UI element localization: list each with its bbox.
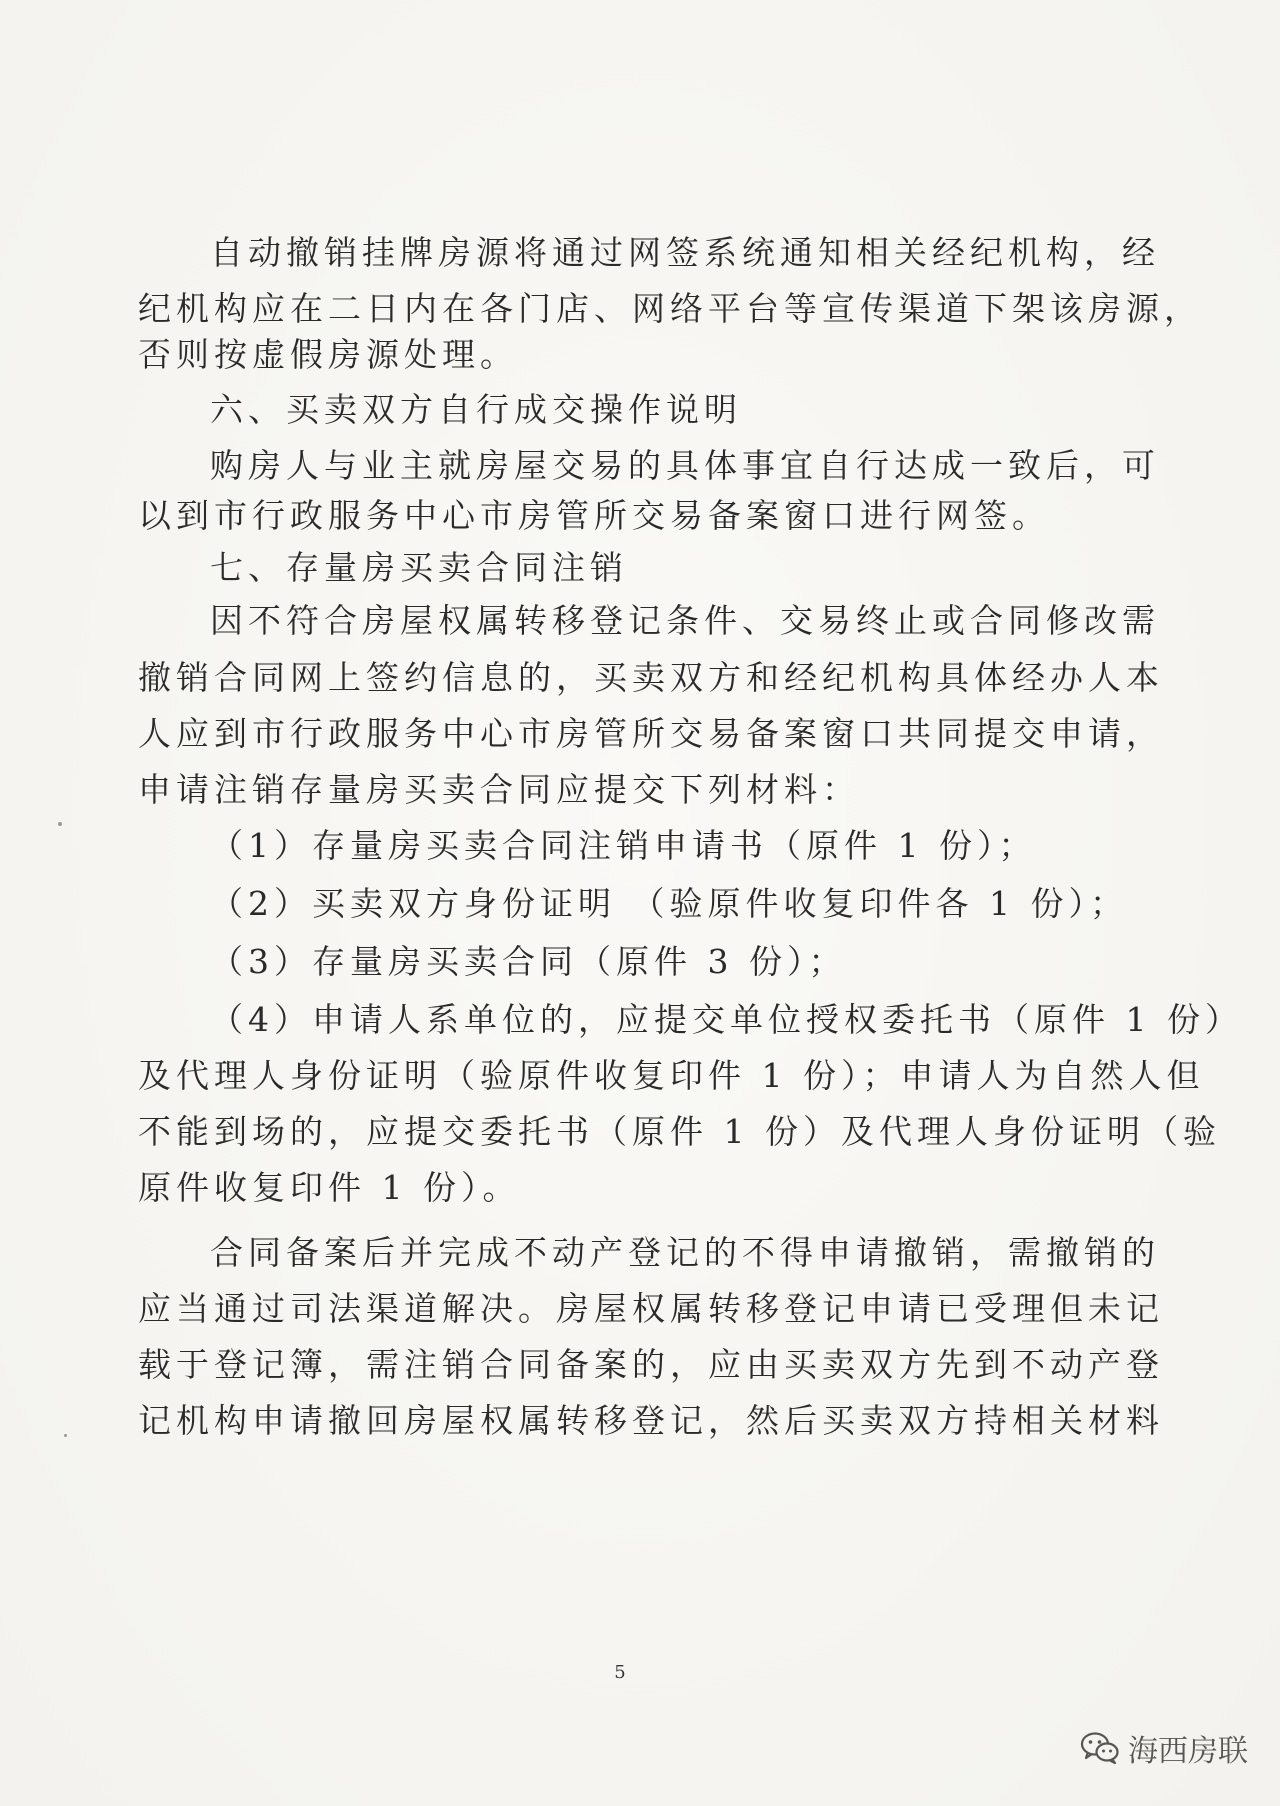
scan-speck bbox=[64, 1434, 67, 1437]
page-number: 5 bbox=[614, 1662, 626, 1683]
watermark bbox=[1080, 1726, 1248, 1770]
text-line: 撤销合同网上签约信息的，买卖双方和经纪机构具体经办人本 bbox=[138, 658, 1164, 697]
text-line: 以到市行政服务中心市房管所交易备案窗口进行网签。 bbox=[138, 496, 1050, 535]
text-line: 原件收复印件 1 份）。 bbox=[138, 1168, 521, 1207]
text-line: 纪机构应在二日内在各门店、网络平台等宣传渠道下架该房源， bbox=[138, 289, 1202, 328]
section-heading-six: 六、买卖双方自行成交操作说明 bbox=[210, 390, 742, 429]
section-heading-seven: 七、存量房买卖合同注销 bbox=[210, 548, 628, 587]
text-line: 否则按虚假房源处理。 bbox=[138, 335, 518, 374]
text-line: 因不符合房屋权属转移登记条件、交易终止或合同修改需 bbox=[210, 601, 1160, 640]
text-line: 购房人与业主就房屋交易的具体事宜自行达成一致后，可 bbox=[210, 446, 1160, 485]
wechat-icon bbox=[1080, 1731, 1120, 1765]
text-line: 载于登记簿，需注销合同备案的，应由买卖双方先到不动产登 bbox=[138, 1345, 1164, 1384]
text-line: 合同备案后并完成不动产登记的不得申请撤销，需撤销的 bbox=[210, 1233, 1160, 1272]
list-item-1: （1）存量房买卖合同注销申请书（原件 1 份）； bbox=[210, 826, 1037, 865]
watermark-text: 海西房联 bbox=[1128, 1734, 1248, 1769]
list-item-4: （4）申请人系单位的，应提交单位授权委托书（原件 1 份） bbox=[210, 1000, 1243, 1039]
text-line: 人应到市行政服务中心市房管所交易备案窗口共同提交申请， bbox=[138, 714, 1164, 753]
text-line: 申请注销存量房买卖合同应提交下列材料： bbox=[138, 770, 860, 809]
text-line: 记机构申请撤回房屋权属转移登记，然后买卖双方持相关材料 bbox=[138, 1401, 1164, 1440]
scan-speck bbox=[58, 822, 62, 826]
text-line: 及代理人身份证明（验原件收复印件 1 份）；申请人为自然人但 bbox=[138, 1056, 1205, 1095]
list-item-2: （2）买卖双方身份证明 （验原件收复印件各 1 份）； bbox=[210, 884, 1128, 923]
text-line: 应当通过司法渠道解决。房屋权属转移登记申请已受理但未记 bbox=[138, 1289, 1164, 1328]
text-line: 不能到场的，应提交委托书（原件 1 份）及代理人身份证明（验 bbox=[138, 1112, 1221, 1151]
list-item-3: （3）存量房买卖合同（原件 3 份）； bbox=[210, 942, 847, 981]
text-line: 自动撤销挂牌房源将通过网签系统通知相关经纪机构，经 bbox=[210, 233, 1160, 272]
